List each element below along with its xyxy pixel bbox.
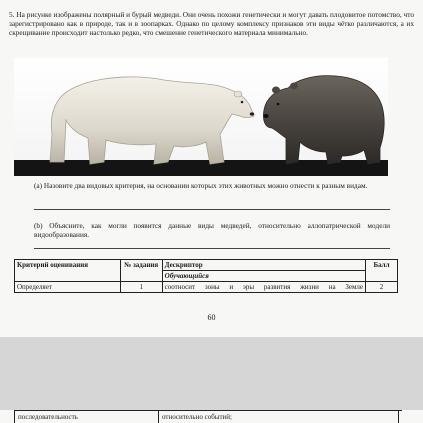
question-text: 5. На рисунке изображены полярный и бурый медведи. Они очень похожи генетически и могут давать плодовитое потомство, что зарегистрировано как в природе, так и в зоопарках. Однако по целому комплексу признаков эти виды чётко различаются, а их скрещивание происходит настолько редко, что смешение генетического материала минимально. [9,10,414,37]
header-descriptor-sub: Обучающийся [162,271,365,282]
cell-descriptor: соотносит зоны и эры развития жизни на Земле [162,282,365,293]
page-gap [0,337,423,410]
answer-line-b[interactable] [34,248,390,249]
bears-photo [14,58,388,176]
header-criterion: Критерий оценивания [15,260,121,282]
page-number: 60 [207,313,216,322]
table-row [15,282,398,293]
cell-criterion: Определяет [15,282,121,293]
part-b-text: (b) Объясните, как могли появится данные виды медведей, относительно аллопатрической модели видообразования. [34,221,390,239]
cell-score: 2 [366,282,398,293]
table-header-row [15,260,398,271]
part-a-text: (a) Назовите два видовых критерия, на основании которых этих животных можно отнести к разным видам. [34,181,368,190]
answer-line-a[interactable] [34,209,390,210]
criteria-table [14,259,398,293]
next-page-edge-cell [398,410,402,423]
header-descriptor: Дескриптор [162,260,365,271]
cell-number: 1 [120,282,162,293]
next-page-right-cell: относительно событий; [158,410,398,423]
header-number: № задания [120,260,162,282]
next-page-left-cell: последовательность [14,410,158,423]
header-score: Балл [366,260,398,282]
